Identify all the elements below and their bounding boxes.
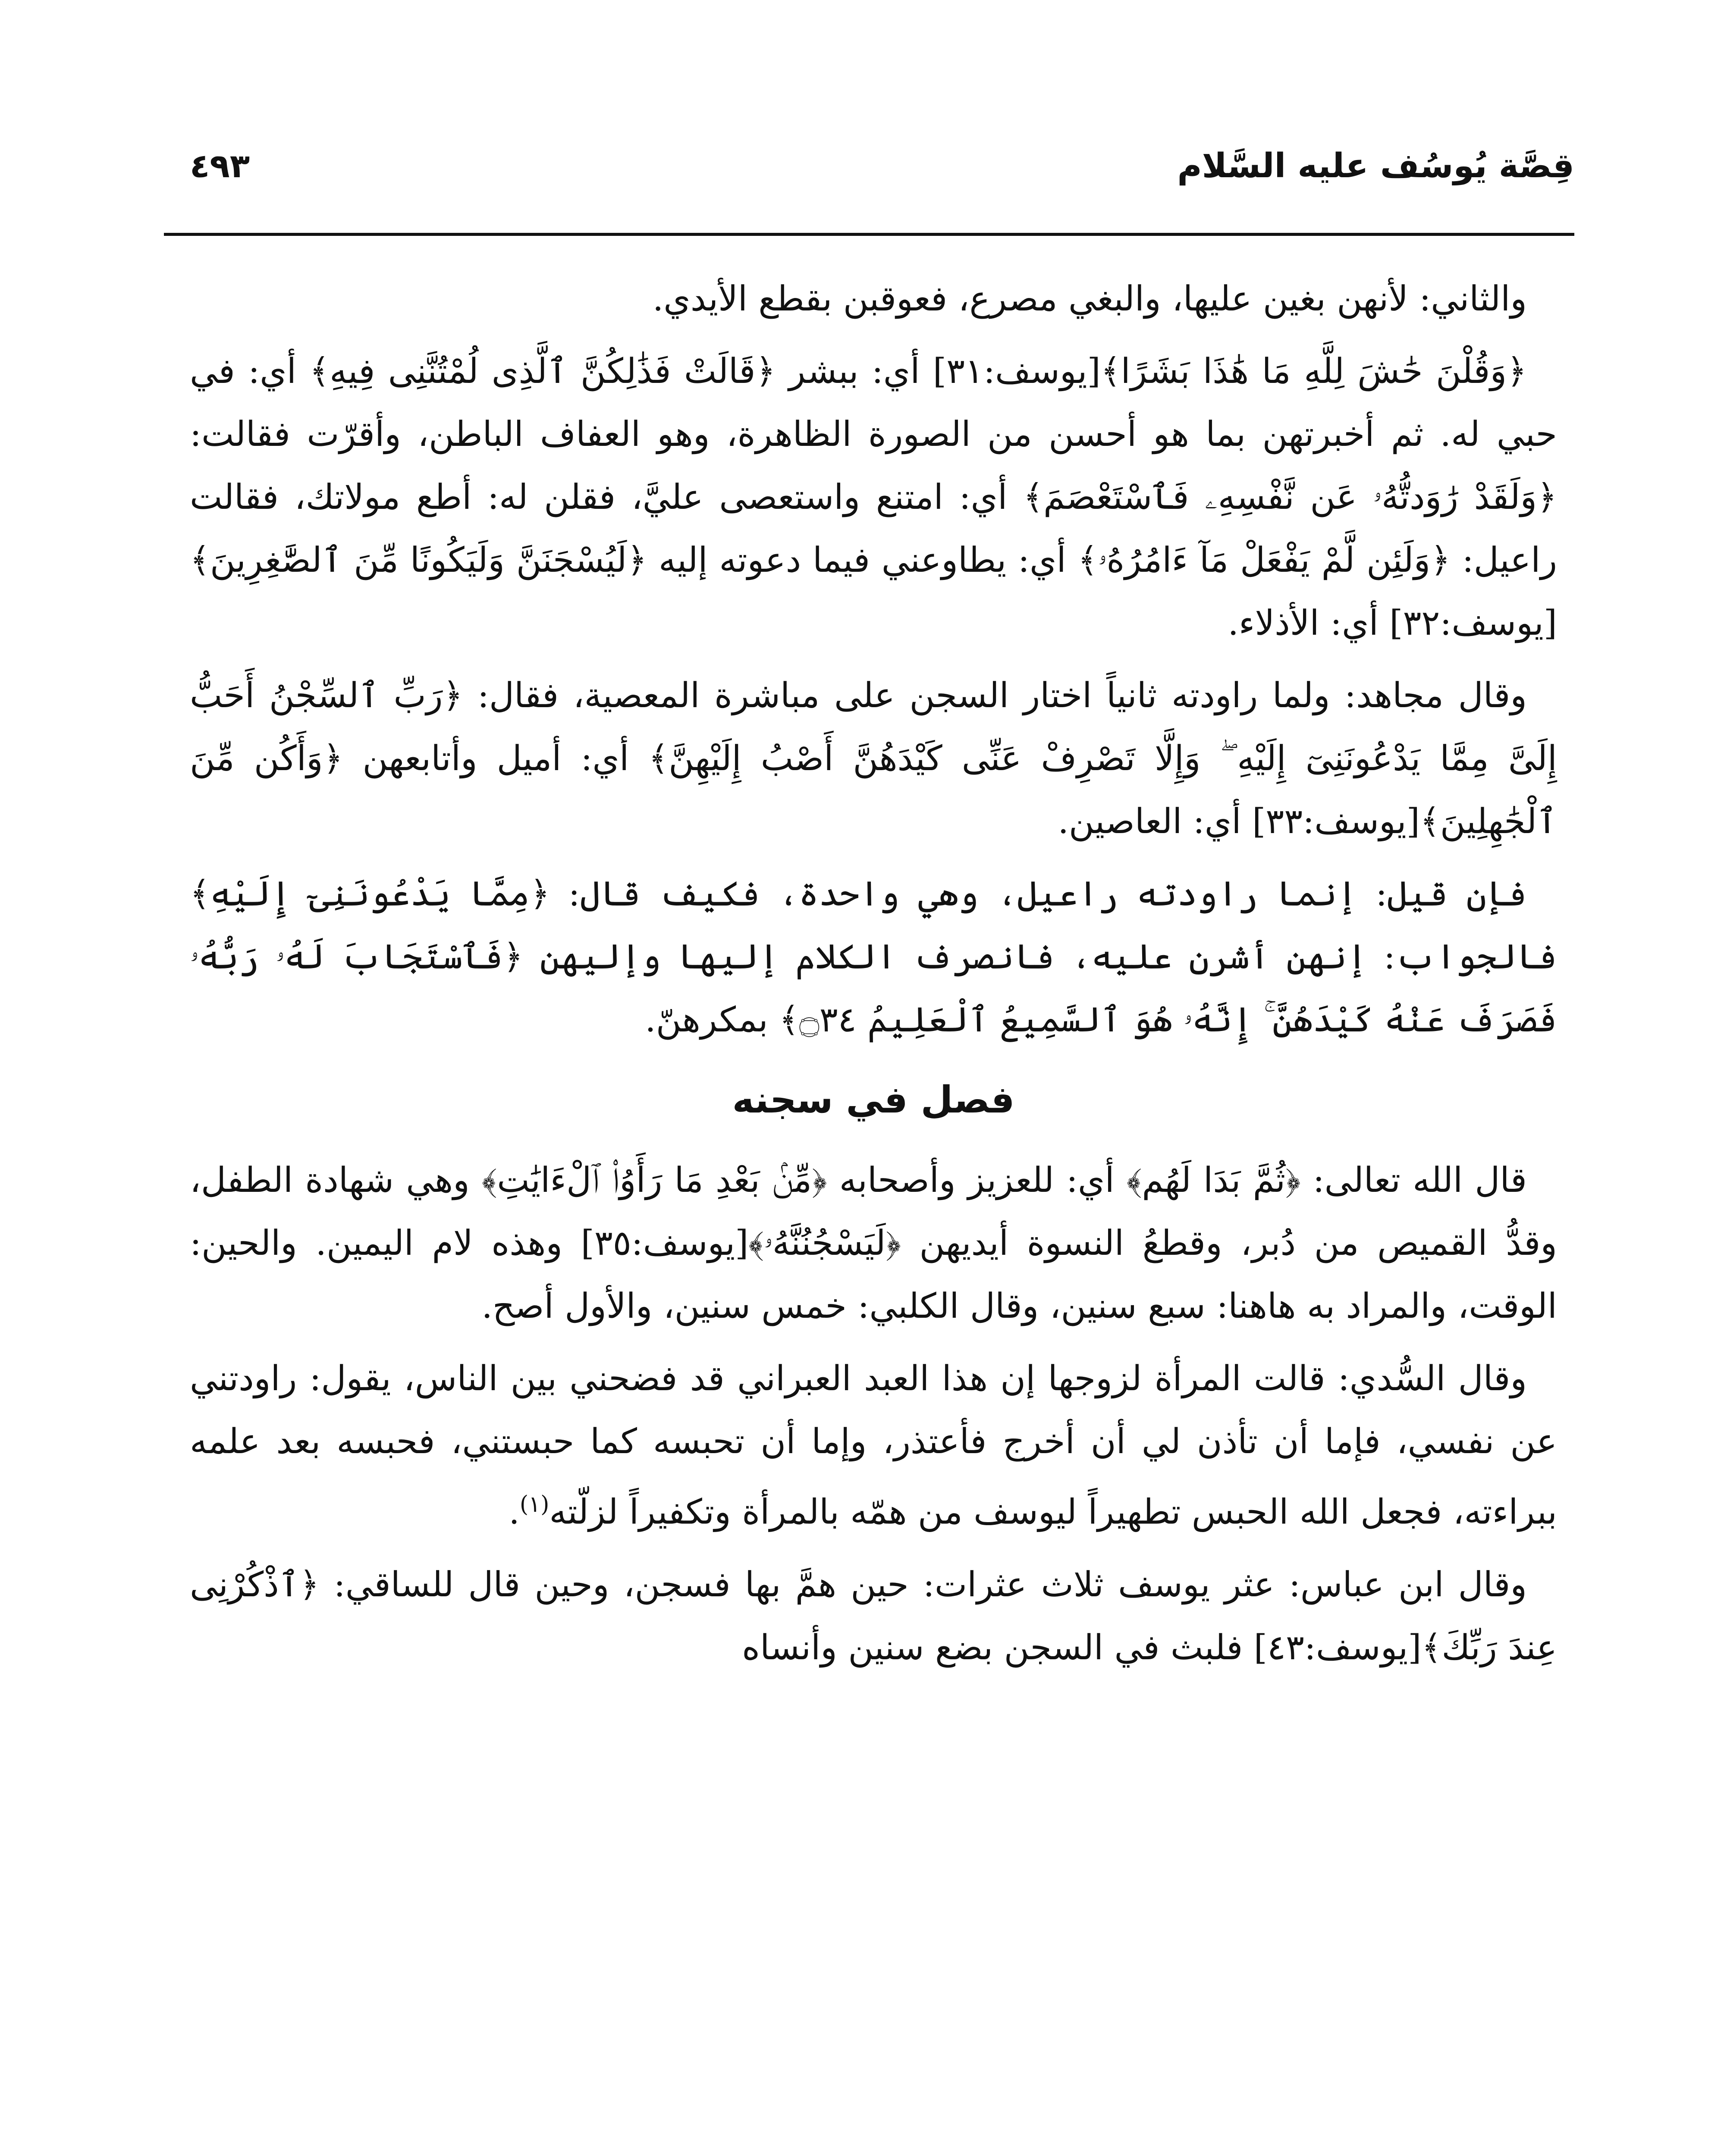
paragraph-5: قال الله تعالى: ﴿ثُمَّ بَدَا لَهُم﴾ أي: للعزيز وأصحابه ﴿مِّنۢ بَعْدِ مَا رَأَوُا۟ ٱلْءَايَٰتِ﴾ وهي شهادة الطفل، وقدُّ القميص من دُبر، وقطعُ النسوة أيديهن ﴿لَيَسْجُنُنَّهُۥ﴾[يوسف:٣٥] وهذه لام اليمين. والحين: الوقت، والمراد به هاهنا: سبع سنين، وقال الكلبي: خمس سنين، والأول أصح. <box>190 1160 1557 1326</box>
section-title: فصل في سجنه <box>732 1078 1015 1122</box>
paragraph-6-end: . <box>509 1492 520 1532</box>
paragraph-4: فإن قيل: إنما راودته راعيل، وهي واحدة، فكيف قال: ﴿مِمَّا يَدْعُونَنِىٓ إِلَيْهِ﴾ فالجواب: إنهن أشرن عليه، فانصرف الكلام إليها وإليهن ﴿فَٱسْتَجَابَ لَهُۥ رَبُّهُۥ فَصَرَفَ عَنْهُ كَيْدَهُنَّ ۚ إِنَّهُۥ هُوَ ٱلسَّمِيعُ ٱلْعَلِيمُ ۝٣٤﴾ بمكرهنّ. <box>190 874 1557 1040</box>
page-header <box>164 129 1574 237</box>
main-text <box>190 267 1557 1689</box>
running-title: قِصَّة يُوسُف عليه السَّلام <box>1177 147 1574 185</box>
paragraph-7: وقال ابن عباس: عثر يوسف ثلاث عثرات: حين همَّ بها فسجن، وحين قال للساقي: ﴿ٱذْكُرْنِى عِندَ رَبِّكَ﴾[يوسف:٤٣] فلبث في السجن بضع سنين وأنساه <box>190 1564 1557 1667</box>
paragraph-2: ﴿وَقُلْنَ حَٰشَ لِلَّهِ مَا هَٰذَا بَشَرًا﴾[يوسف:٣١] أي: ببشر ﴿قَالَتْ فَذَٰلِكُنَّ ٱلَّذِى لُمْتُنَّنِى فِيهِ﴾ أي: في حبي له. ثم أخبرتهن بما هو أحسن من الصورة الظاهرة، وهو العفاف الباطن، وأقرّت فقالت: ﴿وَلَقَدْ رَٰوَدتُّهُۥ عَن نَّفْسِهِۦ فَٱسْتَعْصَمَ﴾ أي: امتنع واستعصى عليَّ، فقلن له: أطع مولاتك، فقالت راعيل: ﴿وَلَئِن لَّمْ يَفْعَلْ مَآ ءَامُرُهُۥ﴾ أي: يطاوعني فيما دعوته إليه ﴿لَيُسْجَنَنَّ وَلَيَكُونًا مِّنَ ٱلصَّٰغِرِينَ﴾[يوسف:٣٢] أي: الأذلاء. <box>190 351 1557 643</box>
paragraph-6 <box>190 1347 1557 1544</box>
header-divider <box>164 233 1574 236</box>
footnote-reference[interactable]: (١) <box>519 1492 550 1517</box>
page-number: ٤٩٣ <box>190 147 250 185</box>
paragraph-1: والثاني: لأنهن بغين عليها، والبغي مصرع، فعوقبن بقطع الأيدي. <box>652 279 1527 319</box>
paragraph-6-text: وقال السُّدي: قالت المرأة لزوجها إن هذا العبد العبراني قد فضحني بين الناس، يقول: راودتني عن نفسي، فإما أن تأذن لي أن أخرج فأعتذر، وإما أن تحبسه كما حبستني، فحبسه بعد علمه ببراءته، فجعل الله الحبس تطهيراً ليوسف من همّه بالمرأة وتكفيراً لزلّته <box>190 1358 1557 1532</box>
paragraph-3: وقال مجاهد: ولما راودته ثانياً اختار السجن على مباشرة المعصية، فقال: ﴿رَبِّ ٱلسِّجْنُ أَحَبُّ إِلَىَّ مِمَّا يَدْعُونَنِىٓ إِلَيْهِ ۖ وَإِلَّا تَصْرِفْ عَنِّى كَيْدَهُنَّ أَصْبُ إِلَيْهِنَّ﴾ أي: أميل وأتابعهن ﴿وَأَكُن مِّنَ ٱلْجَٰهِلِينَ﴾[يوسف:٣٣] أي: العاصين. <box>190 675 1558 841</box>
